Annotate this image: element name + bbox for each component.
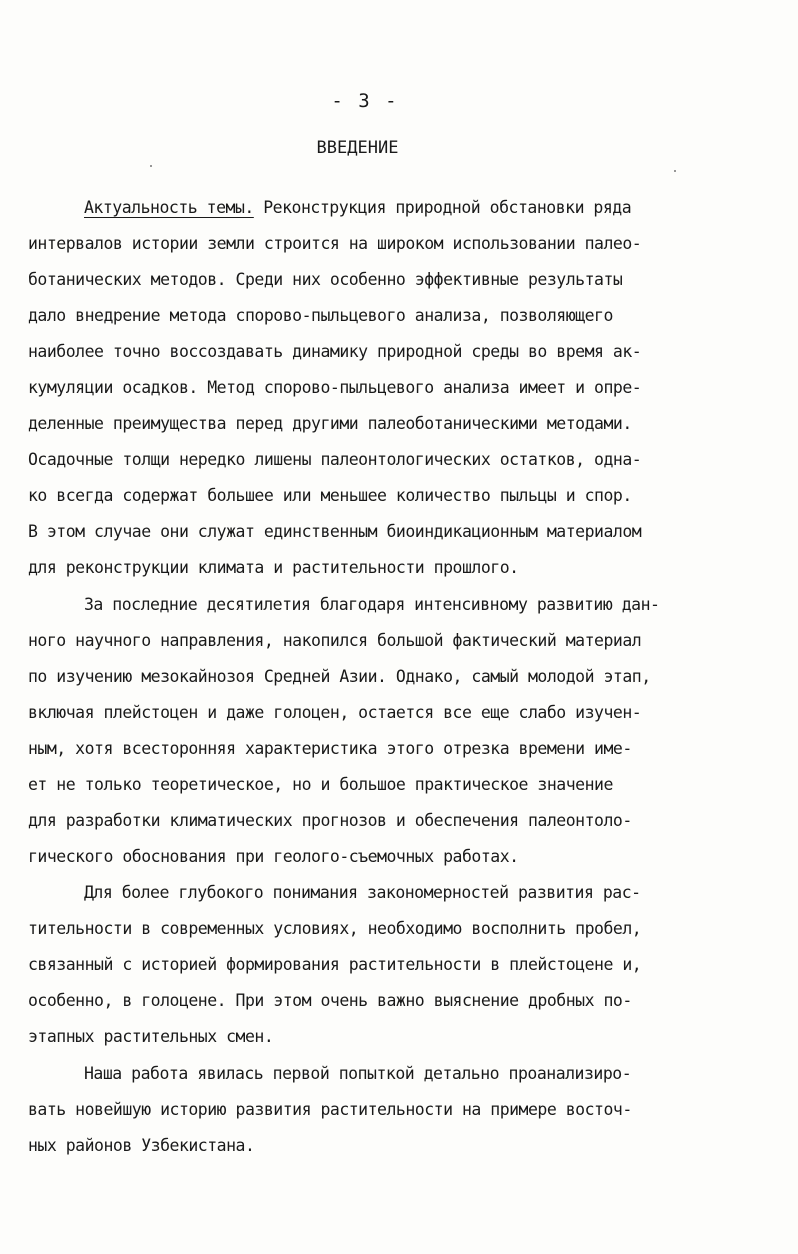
paragraph-3-line-4: особенно, в голоцене. При этом очень важно выяснение дробных по- (28, 991, 632, 1010)
paragraph-3-line-1: Для более глубокого понимания закономерностей развития рас- (84, 883, 641, 902)
paragraph-1-line-2: интервалов истории земли строится на широком использовании палео- (28, 234, 642, 253)
paragraph-2-line-2: ного научного направления, накопился большой фактический материал (28, 631, 642, 650)
paragraph-1-line-9: ко всегда содержат большее или меньшее количество пыльцы и спор. (28, 486, 632, 505)
paragraph-4-line-1: Наша работа явилась первой попыткой детально проанализиро- (84, 1064, 632, 1083)
paragraph-1-line-3: ботанических методов. Среди них особенно эффективные результаты (28, 270, 623, 289)
paragraph-1-line-1 (84, 197, 631, 219)
paragraph-2-line-3: по изучению мезокайнозоя Средней Азии. Однако, самый молодой этап, (28, 667, 651, 686)
paragraph-2-line-4: включая плейстоцен и даже голоцен, остается все еще слабо изучен- (28, 703, 642, 722)
paragraph-1-line-4: дало внедрение метода спорово-пыльцевого анализа, позволяющего (28, 306, 613, 325)
paragraph-4-line-3: ных районов Узбекистана. (28, 1136, 255, 1155)
paragraph-4-line-2: вать новейшую историю развития растительности на примере восточ- (28, 1100, 632, 1119)
paragraph-3-line-2: тительности в современных условиях, необходимо восполнить пробел, (28, 919, 642, 938)
paragraph-3-line-5: этапных растительных смен. (28, 1027, 274, 1046)
page-number: - 3 - (331, 90, 399, 112)
paragraph-1-line-11: для реконструкции климата и растительности прошлого. (28, 558, 519, 577)
paragraph-1-line-6: кумуляции осадков. Метод спорово-пыльцевого анализа имеет и опре- (28, 378, 642, 397)
paragraph-1-line-8: Осадочные толщи нередко лишены палеонтологических остатков, одна- (28, 450, 642, 469)
section-heading: ВВЕДЕНИЕ (316, 138, 399, 158)
paragraph-1-line-5: наиболее точно воссоздавать динамику природной среды во время ак- (28, 342, 642, 361)
paragraph-3-line-3: связанный с историей формирования растительности в плейстоцене и, (28, 955, 642, 974)
paragraph-2-line-5: ным, хотя всесторонняя характеристика этого отрезка времени име- (28, 739, 632, 758)
scan-speck (674, 170, 676, 172)
paragraph-1-line-7: деленные преимущества перед другими палеоботаническими методами. (28, 414, 632, 433)
scan-speck (150, 165, 152, 167)
paragraph-2-line-6: ет не только теоретическое, но и большое практическое значение (28, 775, 613, 794)
paragraph-1-line-1-text: Реконструкция природной обстановки ряда (263, 198, 632, 217)
paragraph-2-line-1: За последние десятилетия благодаря интенсивному развитию дан- (84, 595, 660, 614)
paragraph-2-line-8: гического обоснования при геолого-съемочных работах. (28, 847, 519, 866)
paragraph-2-line-7: для разработки климатических прогнозов и обеспечения палеонтоло- (28, 811, 632, 830)
paragraph-1-lead: Актуальность темы. (84, 198, 254, 217)
paragraph-1-line-10: В этом случае они служат единственным биоиндикационным материалом (28, 522, 642, 541)
